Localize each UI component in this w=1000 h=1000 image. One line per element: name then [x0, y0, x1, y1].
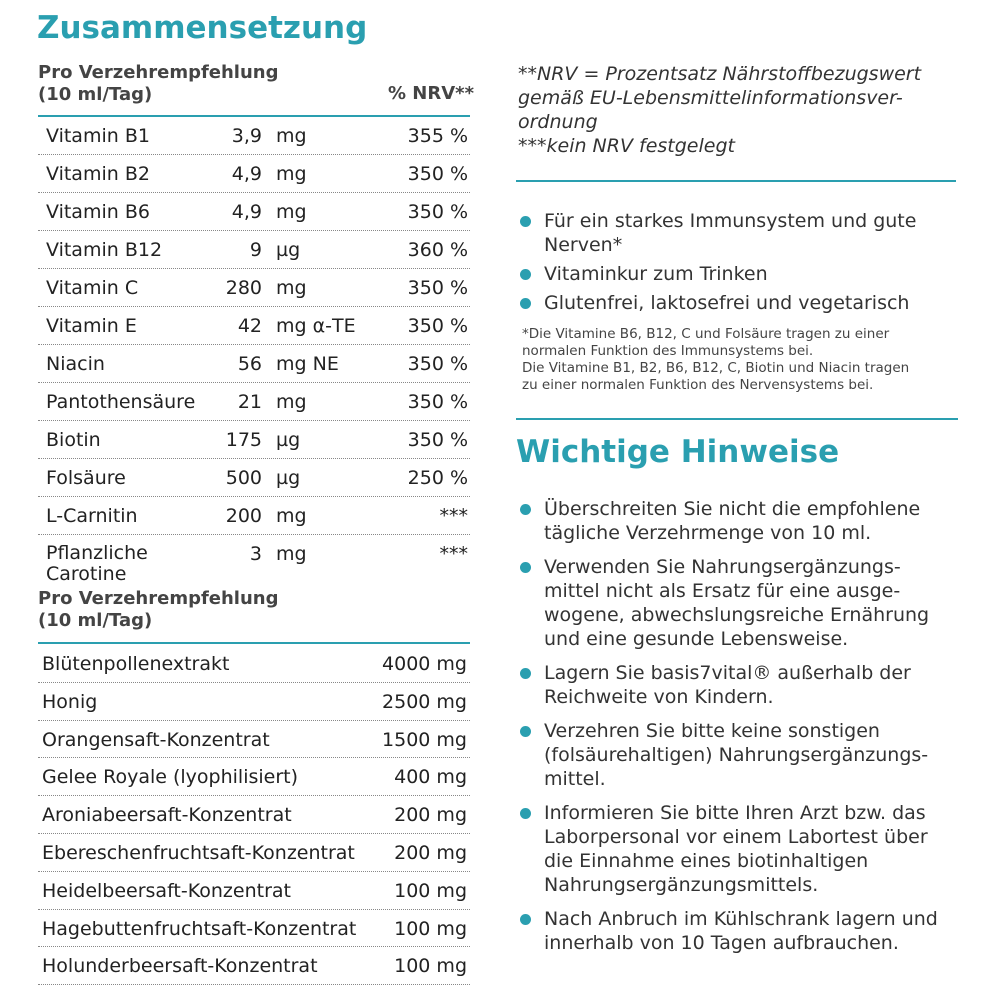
- bullet-icon: [520, 726, 531, 737]
- table-row: Aroniabeersaft-Konzentrat 200 mg: [38, 796, 470, 834]
- nrv-note: **NRV = Prozentsatz Nährstoffbezugswert gemäß EU-Lebensmittelinformationsver- ordnung ***kein NRV festgelegt: [518, 63, 922, 157]
- footnote: *Die Vitamine B6, B12, C und Folsäure tragen zu einer normalen Funktion des Immunsystems bei. Die Vitamine B1, B2, B6, B12, C, Biotin und Niacin tragen zu einer normalen Funktion des Nervensystems bei.: [522, 326, 910, 393]
- table-row: Biotin 175 µg 350 %: [38, 421, 470, 459]
- list-item: Nach Anbruch im Kühlschrank lagern und innerhalb von 10 Tagen aufbrauchen.: [516, 907, 946, 955]
- hinweise-list: [516, 497, 946, 955]
- table-row: Orangensaft-Konzentrat 1500 mg: [38, 721, 470, 759]
- divider: [38, 642, 470, 644]
- table-row: Pflanzliche Carotine 3 mg ***: [46, 542, 468, 585]
- benefits-list: [516, 209, 956, 315]
- bullet-icon: [520, 808, 531, 819]
- list-item: Verzehren Sie bitte keine sonstigen (folsäurehaltigen) Nahrungsergänzungs-mittel.: [516, 719, 946, 791]
- bullet-icon: [520, 216, 531, 227]
- table-row: Folsäure 500 µg 250 %: [38, 459, 470, 497]
- list-item: Lagern Sie basis7vital® außerhalb der Reichweite von Kindern.: [516, 661, 946, 709]
- bullet-icon: [520, 269, 531, 280]
- bullet-icon: [520, 504, 531, 515]
- table-row: Niacin 56 mg NE 350 %: [38, 345, 470, 383]
- table-row: L-Carnitin 200 mg ***: [38, 497, 470, 535]
- vitamin-subhead: Pro Verzehrempfehlung (10 ml/Tag): [38, 62, 279, 105]
- bullet-icon: [520, 298, 531, 309]
- table-row: Vitamin B6 4,9 mg 350 %: [38, 193, 470, 231]
- table-row: Hagebuttenfruchtsaft-Konzentrat 100 mg: [38, 910, 470, 948]
- table-row: Vitamin B2 4,9 mg 350 %: [38, 155, 470, 193]
- table-row: Gelee Royale (lyophilisiert) 400 mg: [38, 758, 470, 796]
- vitamin-table: [38, 117, 470, 587]
- table-row: Ebereschenfruchtsaft-Konzentrat 200 mg: [38, 834, 470, 872]
- divider: [516, 180, 956, 182]
- table-row: Pantothensäure 21 mg 350 %: [38, 383, 470, 421]
- table-row: Honig 2500 mg: [38, 683, 470, 721]
- table-row: Heidelbeersaft-Konzentrat 100 mg: [38, 872, 470, 910]
- table-row: Blütenpollenextrakt 4000 mg: [38, 645, 470, 683]
- table-row: Vitamin C 280 mg 350 %: [38, 269, 470, 307]
- section-title: Wichtige Hinweise: [516, 434, 840, 470]
- bullet-icon: [520, 668, 531, 679]
- list-item: Vitaminkur zum Trinken: [516, 262, 956, 286]
- list-item: Überschreiten Sie nicht die empfohlene tägliche Verzehrmenge von 10 ml.: [516, 497, 946, 545]
- table-row: Holunderbeersaft-Konzentrat 100 mg: [38, 947, 470, 985]
- list-item: Informieren Sie bitte Ihren Arzt bzw. das Laborpersonal vor einem Labortest über die Einnahme eines biotinhaltigen Nahrungsergänzungsmittels.: [516, 801, 946, 897]
- ingredients-table: [38, 645, 470, 985]
- nrv-column-header: % NRV**: [388, 83, 474, 104]
- list-item: Verwenden Sie Nahrungsergänzungs-mittel nicht als Ersatz für eine ausge-wogene, abwechslungsreiche Ernährung und eine gesunde Lebensweise.: [516, 555, 946, 651]
- table-row: Vitamin B1 3,9 mg 355 %: [38, 117, 470, 155]
- table-row: Vitamin E 42 mg α-TE 350 %: [38, 307, 470, 345]
- table-row: Vitamin B12 9 µg 360 %: [38, 231, 470, 269]
- page-title: Zusammensetzung: [37, 10, 368, 46]
- list-item: Glutenfrei, laktosefrei und vegetarisch: [516, 291, 956, 315]
- divider: [516, 418, 958, 420]
- bullet-icon: [520, 562, 531, 573]
- list-item: Für ein starkes Immunsystem und gute Nerven*: [516, 209, 956, 257]
- bullet-icon: [520, 914, 531, 925]
- content-subhead: Pro Verzehrempfehlung (10 ml/Tag): [38, 588, 279, 631]
